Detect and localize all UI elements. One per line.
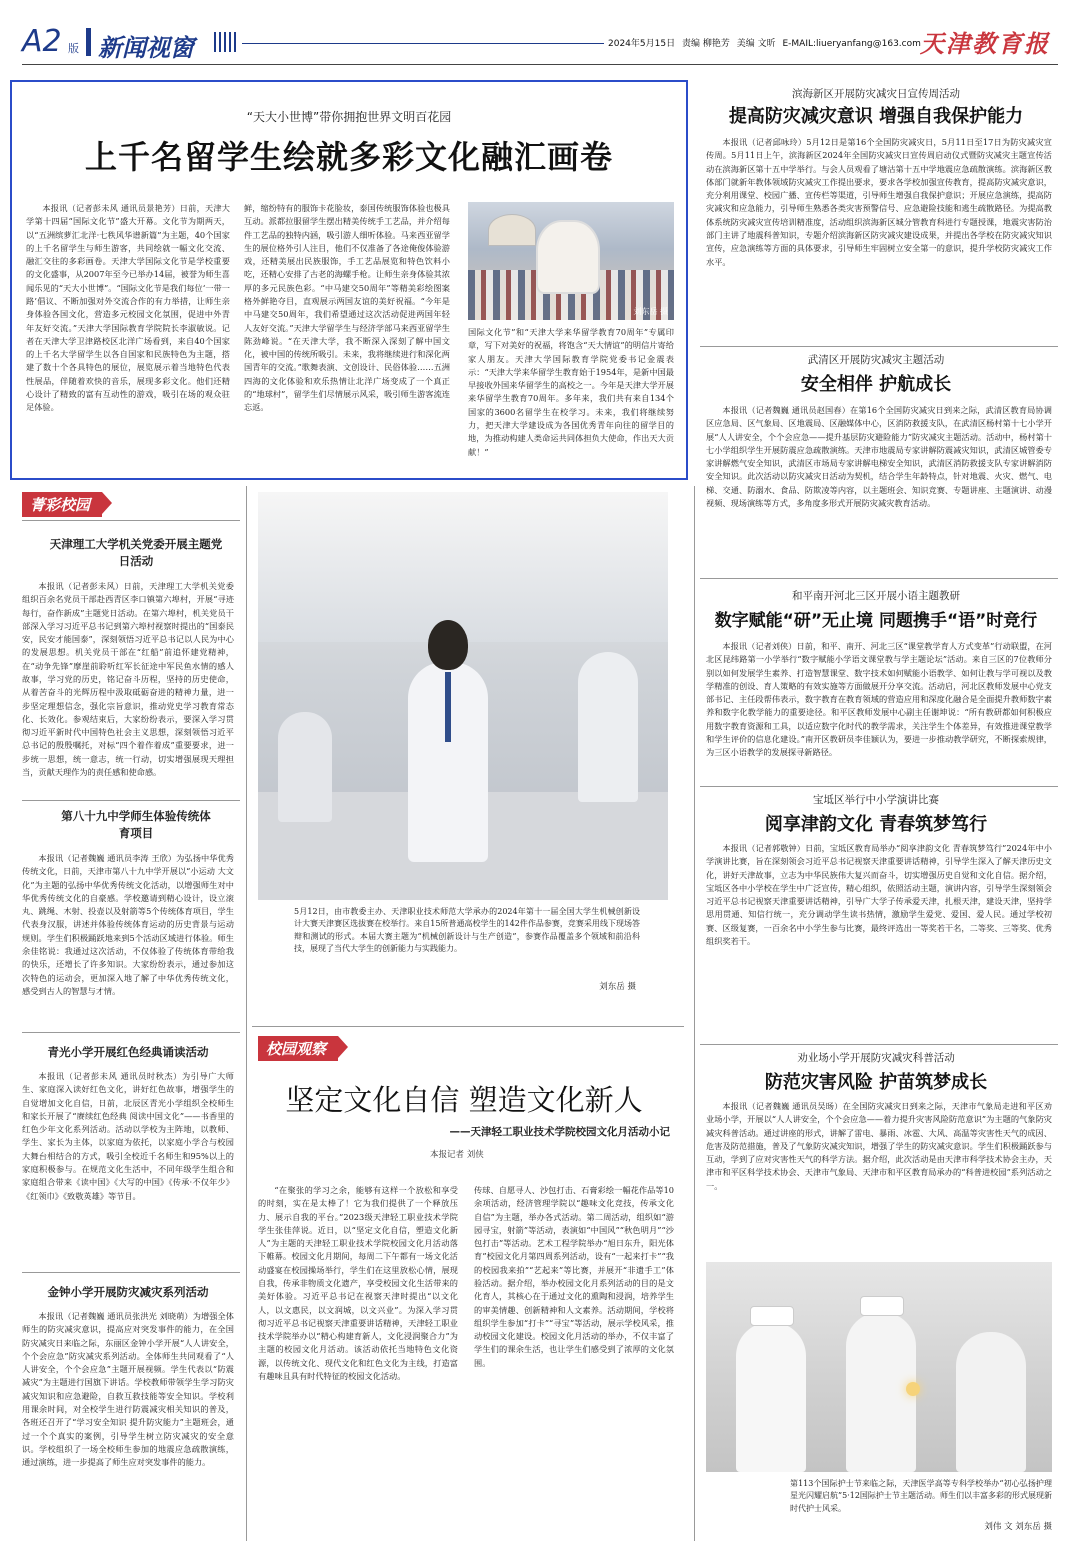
left-a1-title: 天津理工大学机关党委开展主题党日活动 — [49, 537, 223, 568]
center-photo-credit: 刘东岳 摄 — [599, 982, 636, 992]
right-r3-rule — [700, 786, 1058, 787]
lead-story-frame — [10, 80, 688, 480]
right-r3-body: 本报讯（记者刘侠）日前，和平、南开、河北三区“课堂教学育人方式变革”行动联盟，在河北区昆纬路第一小学举行“数字赋能小学语文课堂教与学主题论坛”活动。来自三区的7位教师分别以如何发展学生素养、打造智慧课堂、数字技术如何赋能小语教学、如何让教与学可视以及教学精准的创设、育人策略的有效实施等方面做展开分享交流。活动启，河北区教师发展中心党支部书记、主任段帮伟表示，数字教育在教育领域的营造应用和深度化融合是全面提升教师数字素养和数字化教学能力的重要途径。和平区教师发展中心副主任谢坤说：“所有教研都如何积极应用数字教育资源和工具，以适应数字化时代的教学需求，关注学生个体差异，有效推进课堂教学和学生评价的信息化建设。”南开区教研员李佳颖认为，要进一步推动教学研究，不断探索规律，为三区小语教学的发展探寻新路径。 — [706, 641, 1052, 758]
left-a1-rule — [22, 800, 240, 801]
lead-photo — [468, 202, 674, 320]
right-r5-kicker: 劝业场小学开展防灾减灾科普活动 — [797, 1052, 955, 1064]
right-r5-body: 本报讯（记者魏巍 通讯员吴旸）在全国防灾减灾日到来之际，天津市气象局走进和平区劝业场小学，开展以“人人讲安全，个个会应急——着力提升灾害风险防范意识”为主题的气象防灾减灾科普活动。通过讲座的形式，讲解了雷电、暴雨、冰雹、大风、高温等灾害性天气的成因、危害及防范措施，普及了气象防灾减灾知识，增强了学生的防灾减灾意识。学生们积极踊跃参与互动，学到了应对灾害性天气的科学方法。据介绍，此次活动是由天津市科学技术协会主办，天津市和平区科学技术协会、天津市气象局、天津市和平区教育局承办的“科普进校园”系列活动之一。 — [706, 1101, 1052, 1191]
center-photo-student-head — [428, 620, 468, 670]
right-r4-title: 阅享津韵文化 青春筑梦笃行 — [764, 814, 988, 835]
editor: 责编 柳艳芳 — [681, 39, 730, 49]
header-line — [242, 43, 604, 44]
right-photo-cap-2 — [860, 1296, 904, 1316]
contact-email: E-MAIL:liueryanfang@163.com — [782, 39, 921, 49]
left-tag-rule — [22, 520, 240, 521]
designer: 美编 文昕 — [736, 39, 776, 49]
feature-title: 坚定文化自信 塑造文化新人 — [285, 1083, 643, 1117]
center-photo-banner — [258, 492, 668, 642]
header-meta — [608, 36, 921, 49]
lead-column-1: 本报讯（记者彭未风 通讯员景艳芳）日前，天津大学第十四届“国际文化节”盛大开幕。文化节为期两天，以“五洲缤萝汇北洋·七秩风华谱新篇”为主题，40个国家的上千名留学生与师生游客，共同绘就一幅文化交流、融汇交往的多彩画卷。天津大学国际文化节是学校重要的文化盛事，从2007年至今已举办14届，被誉为师生喜闻乐见的“天大小世博”。“国际文化节是我们每位‘一带一路’倡议、不断加强对外交流合作的有力举措，让师生亲身体验各国文化，营造多元校园文化氛围，促进中外青年友好交流。”天津大学国际教育学院院长李淑敏说。记者在天津大学卫津路校区北洋广场看到，来自40个国家的上千名大学留学生以各自国家和民族特色为主题，搭建了数十个各具特色的展位，展览展示着当地特色代表性展品，伴随着欢快的音乐，展现多彩文化。他们还精心设计了精致的富有互动性的游戏，吸引在场的观众驻足体验。 — [26, 203, 230, 413]
right-photo-candle — [906, 1382, 920, 1396]
left-a3-body: 本报讯（记者彭未风 通讯员时秋杰）为引导广大师生、家庭深入读好红色文化，讲好红色故事，增强学生的自觉增加文化自信，日前，北辰区青光小学组织全校师生和家长开展了“赓续红色经典 阅读中国文化”——书香里的红色少年文化系列活动。活动以学校为主阵地，以教师、学生、家长为主体，以家庭为依托，以家庭小学合与校园大舞台相结合的方式，吸引全校近千名师生和95%以上的家庭积极参与。在规范文化生活中，不同年级学生组合和家庭组合带来《读中国》《大写的中国》《传承·不仅年少》《红领巾》《致敬英雄》等节目。 — [22, 1071, 234, 1201]
section-tag-campus: 菁彩校园 — [22, 492, 102, 517]
lead-photo-fan — [488, 214, 536, 246]
right-photo — [706, 1262, 1052, 1472]
right-r1-title: 提高防灾减灾意识 增强自我保护能力 — [728, 106, 1024, 127]
left-column-divider — [246, 486, 247, 1541]
right-r3-title: 数字赋能“研”无止境 同题携手“语”时竞行 — [714, 611, 1038, 631]
right-r4-body: 本报讯（记者郭敬钟）日前，宝坻区教育局举办“阅享津韵文化 青春筑梦笃行”2024年中小学演讲比赛，旨在深刻领会习近平总书记视察天津重要讲话精神，引导学生深入了解天津历史文化，讲好天津故事，立志为中华民族伟大复兴而奋斗，切实增强历史自觉和文化自信。据介绍，宝坻区各中小学校在学生中广泛宣传，精心组织，依照活动主题，演讲内容，引导学生深刻领会习近平总书记视察天津重要讲话精神，引导广大学子传承爱天津，扎根天津，建设天津，坚持学思用贯通、知信行统一，充分调动学生读书热情，激励学生爱党、爱国、爱人民。通过学校初赛、区级复赛，一百余名中小学生参与比赛，最终评选出一等奖若干名，二等奖、三等奖、优秀组织奖若干。 — [706, 843, 1052, 946]
right-photo-credit: 刘伟 文 刘东岳 摄 — [984, 1522, 1052, 1532]
right-photo-caption: 第113个国际护士节来临之际，天津医学高等专科学校举办“初心弘扬护理 星光闪耀启航”5·12国际护士节主题活动。师生们以丰富多彩的形式展现新时代护士风采。 — [790, 1479, 1052, 1513]
left-a1-body: 本报讯（记者彭未风）日前，天津理工大学机关党委组织百余名党员干部赴西青区李口镇第六埠村，开展“寻迹每行，奋作新成”主题党日活动。在第六埠村，机关党员干部深入学习习近平总书记到第六埠村视察时提出的“国泰民安，民安才能国泰”，深刻领悟习近平总书记以人民为中心的发展思想。机关党员干部在“红船”前追怀建党精神，在“动争先锋”摩崖前聆听红军长征途中军民鱼水情的感人故事，学习党的历史，铭记奋斗历程，坚持的历史使命，从着苦奋斗的光辉历程中汲取砥砺奋进的精神力量，进一步坚定理想信念，强化宗旨意识，推动党史学习教育常态化、长效化。参观结束后，大家纷纷表示，要深入学习贯彻习近平新时代中国特色社会主义思想，深刻领悟习近平总书记的殷殷嘱托，对标“四个着作着成”重要要求，进一步统一思想，统一意志，统一行动，切实增强展现天理担当，贡献天理作为的责任感和使命感。 — [22, 581, 234, 777]
section-tag-observe: 校园观察 — [258, 1036, 338, 1061]
left-a2-rule — [22, 1032, 240, 1033]
right-photo-cap-1 — [750, 1306, 794, 1326]
right-r2-title: 安全相伴 护航成长 — [800, 374, 952, 395]
feature-byline: 本报记者 刘侠 — [430, 1150, 484, 1160]
center-photo-student-right — [578, 652, 638, 802]
center-photo-rule — [252, 1026, 684, 1027]
center-column-divider — [694, 486, 695, 1541]
lead-photo-credit: 刘东岳 摄 — [633, 307, 668, 316]
lead-column-2: 鲜，缩纷特有的服饰卡花脸妆，泰国传统服饰体验也极具互动。派都拉服留学生摆出精美传统手工艺品，并介绍每件工艺品的独特内涵，吸引游人细听体验。马来西亚留学生的展位格外引人注目，他们不仅准备了各途俺俊体验游戏，还精美展出民族服饰，手工艺品展览和特色饮料小吃，还精心安排了古老的海螺手枪。让师生亲身体验其浓厚的多元民族色彩。“中马建交50周年”等精美彩绘图案格外鲜艳夺目，直观展示两国友谊的美好祝福。“今年是中马建交50周年，我们希望通过这次活动促进两国年轻人友好交流。”天津大学留学生与经济学部马来西亚留学生陈劲峰说。“在天津大学，我不断深入深刻了解中国文化，被中国的传统所吸引。未来，我将继续进行和深化两国青年的交流。”歌舞表演、文创设计、民俗体验……五洲四海的文化体验和欢乐热情让北洋广场变成了一个真正的“地球村”，留学生们尽情展示风采，吸引师生游客流连忘返。 — [244, 203, 450, 413]
feature-column-2: 传球、自愿寻人、沙包打击、石膏彩绘一幅花作品等10余项活动，经济管理学院以“趣味文化竞技，传承文化自信”为主题，举办各式活动。第二周活动，组织如“游园寻宝，射箭”等活动，表演如“中国风”“秋色明月”“沙包打击”等活动。艺术工程学院举办“旭日东升，阳光体育”校园文化月第四周系列活动，设有“一起来打卡”“我的校园我来拍”“艺起来”等比赛，并展开“非遗手工”体验活动。据介绍，举办校园文化月系列活动的目的是文化育人，其核心在于通过文化的熏陶和浸润，培养学生的审美情趣、创新精神和人文素养。活动期间，学校将组织学生参加“打卡”“寻宝”等活动，展示学校风采，推动校园文化建设。校园文化月活动的举办，不仅丰富了学生们的课余生活，也让学生们感受到了浓厚的文化氛围。 — [474, 1185, 674, 1368]
right-r4-kicker: 宝坻区举行中小学演讲比赛 — [813, 794, 939, 806]
right-r4-rule — [700, 1044, 1058, 1045]
feature-subtitle: ——天津轻工职业技术学院校园文化月活动小记 — [449, 1126, 670, 1138]
right-r2-rule — [700, 578, 1058, 579]
header-bottom-rule — [22, 64, 1058, 65]
issue-date: 2024年5月15日 — [608, 39, 676, 49]
right-photo-nurse-3 — [956, 1332, 1026, 1472]
right-r1-body: 本报讯（记者邱咏玲）5月12日是第16个全国防灾减灾日，5月11日至17日为防灾减灾宣传周。5月11日上午，滨海新区2024年全国防灾减灾日宣传周启动仪式暨防灾减灾主题宣传活动在滨海新区第十五中学举行。与会人员观看了塘沽第十五中学地震应急疏散演练。滨海新区教体部门就新年教体领域防灾减灾工作提出要求，要求各学校加强宣传教育，提高防灾减灾意识，充分利用课堂、校园广播、宣传栏等渠道，引导师生增强自我保护意识；开展应急演练，提高防灾减灾和应急能力，引导师生熟悉各类灾害预警信号、应急避险技能和逃生疏散路径。为提高教体系统防灾减灾宣传培训精准度，活动组织滨海新区城分管教育科进行专题授课，地震灾害防治部门主讲了地震科普知识，专题介绍滨海新区防灾减灾建设成果，并提出各学校在防灾减灾知识宣传，应急演练等方面的具体要求，引导师生牢固树立安全第一的意识，提升学校防灾减灾工作水平。 — [706, 137, 1052, 267]
lead-kicker: “天大小世博”带你拥抱世界文明百花园 — [246, 110, 452, 124]
center-photo — [258, 492, 668, 900]
right-r2-kicker: 武清区开展防灾减灾主题活动 — [807, 354, 945, 366]
lead-column-3: 国际文化节”和“天津大学来华留学教育70周年”专属印章，写下对美好的祝福，将饱含“天大情谊”的明信片寄给家人朋友。天津大学国际教育学院党委书记金震表示：“天津大学来华留学生教育始于1954年，是新中国最早接收外国来华留学生的高校之一。今年是天津大学开展来华留学生教育70周年。多年来，我们共有来自134个国家的3600名留学生在校学习。未来，我们将继续努力，把天津大学建设成为各国优秀青年向往的留学目的地，为推动构建人类命运共同体担负大使命，作出天大贡献！” — [468, 327, 674, 457]
right-r5-title: 防范灾害风险 护苗筑梦成长 — [764, 1072, 988, 1093]
page-header — [22, 26, 1058, 60]
left-a4-body: 本报讯（记者魏巍 通讯员张洪光 刘晓萌）为增强全体师生的防灾减灾意识，提高应对突发事件的能力，在全国防灾减灾日来临之际，东丽区金钟小学开展“人人讲安全，个个会应急”防灾减灾系列活动。全体师生共同观看了“人人讲安全，个个会应急”主题开展视频。学生代表以“防震减灾”为主题进行国旗下讲话。学校教师带领学生学习防灾减灾知识和应急避险，自救互救技能等安全知识。学校利用课余时间，对全校学生进行防震减灾相关知识的普及，各班还召开了“学习安全知识 提升防灾能力”主题班会，通过一个个真实的案例，引导学生树立防灾减灾的安全意识。学校组织了一场全校师生参加的地震应急疏散演练，通过演练，进一步提高了师生应对突发事件的能力。 — [22, 1311, 234, 1468]
lead-photo-dancer — [538, 222, 598, 292]
page-number-suffix: 版 — [68, 42, 79, 55]
page-number: A2 — [22, 24, 62, 59]
right-r2-body: 本报讯（记者魏巍 通讯员赵国春）在第16个全国防灾减灾日到来之际，武清区教育局协调区应急局、区气象局、区地震局、区融媒体中心，区消防救援支队，在武清区杨村第十七小学开展“人人讲安全，个个会应急——提升基层防灾避险能力”防灾减灾主题活动。活动中，杨村第十七小学组织学生开展防震应急疏散演练。天津市地震局专家讲解防震减灾知识，武清区城管委专家讲解燃气安全知识，武清区市场局专家讲解电梯安全知识，武清区消防救援支队专家讲解消防安全知识。此次活动以防灾减灾日活动为契机，结合学生年龄特点，针对地震、火灾、燃气、电梯、交通、防溺水、食品、防欺凌等内容，以主题班会、知识竞赛、专题讲座、主题演讲、动漫视频、现场演练等方式，多角度多形式开展防灾减灾教育活动。 — [706, 405, 1052, 508]
right-photo-nurse-1 — [736, 1322, 806, 1472]
center-photo-lanyard — [445, 672, 451, 742]
left-a4-title: 金钟小学开展防灾减灾系列活动 — [47, 1285, 209, 1299]
left-a2-body: 本报讯（记者魏巍 通讯员李涛 王欣）为弘扬中华优秀传统文化，日前，天津市第八十九中学开展以“小运动 大文化”为主题的弘扬中华优秀传统文化活动，以增强师生对中华优秀传统文化的自豪感。学校邀请到精心设计，设立滚丸、跳绳、木射、投壶以及射箭等5个传统体育项目，学生代表身汉服，讲述并体验传统体育运动的历史背景与运动规则。学生们积极踊跃地来到5个活动区域进行体验。师生余佳铭说：我通过这次活动，不仅体验了传统体育带给我的快乐，还增长了许多知识。大家纷纷表示，通过参加这次特色的运动会，更加深入地了解了中华优秀传统文化，感受到古人的智慧与才情。 — [22, 853, 234, 996]
masthead-logo: 天津教育报 — [920, 29, 1050, 58]
center-photo-student-left — [278, 712, 332, 822]
right-r3-kicker: 和平南开河北三区开展小语主题教研 — [792, 590, 960, 602]
center-photo-caption: 5月12日，由市教委主办、天津职业技术师范大学承办的2024年第十一届全国大学生机械创新设计大赛天津赛区选拔赛在校举行。来自15所普通高校学生的142件作品参赛，竞赛采用线下现场答辩和测试的形式。本届大赛主题为“机械创新设计与生产创造”，参赛作品覆盖多个领域和前沿科技，展现了当代大学生的创新能力与实践能力。 — [294, 907, 640, 954]
lead-title: 上千名留学生绘就多彩文化融汇画卷 — [84, 138, 613, 176]
left-a2-title: 第八十九中学师生体验传统体育项目 — [61, 809, 211, 840]
left-a3-title: 青光小学开展红色经典诵读活动 — [47, 1045, 209, 1059]
header-divider — [86, 28, 91, 56]
feature-column-1: “在聚张的学习之余，能够有这样一个放松和享受的时刻，实在是太棒了！它为我们提供了一个释放压力、展示自我的平台。”2023级天津轻工职业技术学院学生张佳萍说。近日，以“坚定文化自信，塑造文化新人”为主题的天津轻工职业技术学院校园文化月活动落下帷幕。校园文化月期间，每周二下午都有一场文化活动盛宴在校园操场举行，学生们在这里放松心情，展现自我，传承非物质文化遗产，享受校园文化生活带来的美好体验。习近平总书记在视察天津时提出“以文化人，以文惠民，以文润城，以文兴业”。为深入学习贯彻习近平总书记视察天津重要讲话精神，天津轻工职业技术学院举办以“精心构建育新人，文化浸润聚合力”为主题的校园文化月活动。该活动依托当地特色文化资源，以传统文化、现代文化和红色文化为主线，打造富有趣味且具有时代特征的校园文化活动。 — [258, 1185, 458, 1381]
section-name: 新闻视窗 — [98, 34, 194, 62]
header-bars — [214, 32, 238, 52]
right-r1-kicker: 滨海新区开展防灾减灾日宣传周活动 — [792, 88, 960, 100]
right-photo-nurse-2 — [846, 1312, 916, 1472]
right-r1-rule — [700, 346, 1058, 347]
left-a3-rule — [22, 1272, 240, 1273]
